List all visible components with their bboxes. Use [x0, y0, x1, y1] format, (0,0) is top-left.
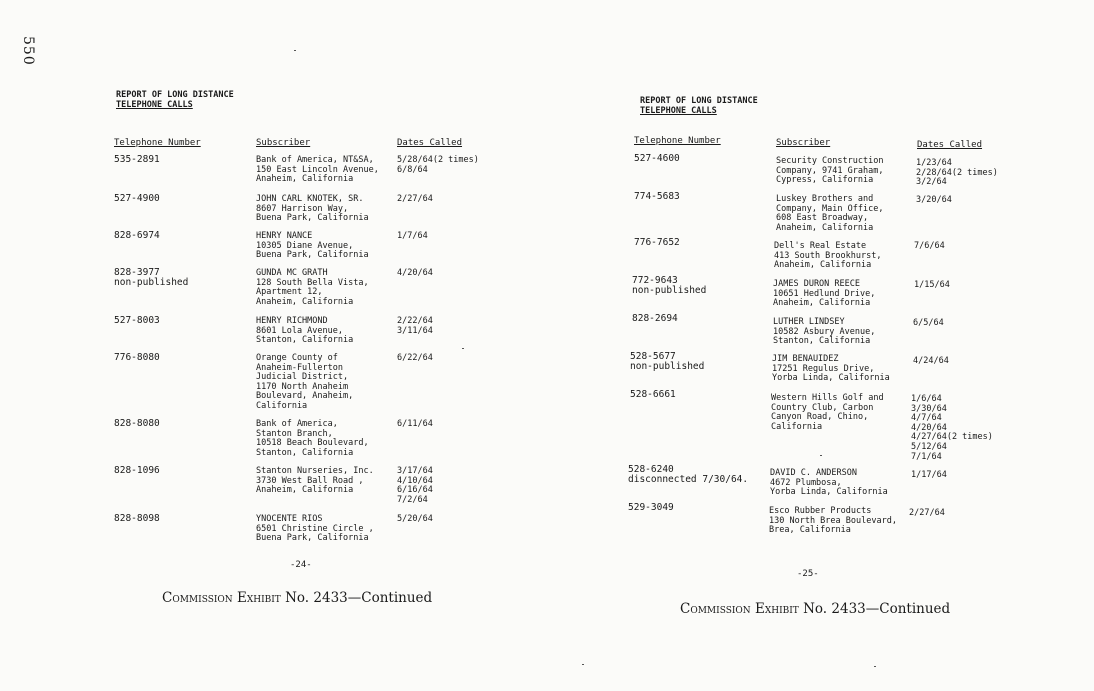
row-dates: 2/22/64 3/11/64: [397, 316, 433, 336]
report-title-line1: REPORT OF LONG DISTANCE: [116, 90, 234, 100]
row-phone: 535-2891: [114, 154, 160, 165]
report-title-line2: TELEPHONE CALLS: [640, 106, 717, 116]
column-header-phone: Telephone Number: [114, 138, 201, 148]
row-dates: 6/11/64: [397, 419, 433, 429]
column-header-subscriber: Subscriber: [776, 138, 831, 148]
row-subscriber: Bank of America, Stanton Branch, 10518 Beach Boulevard, Stanton, California: [256, 419, 369, 458]
row-dates: 3/20/64: [916, 195, 952, 205]
row-phone: 528-6240 disconnected 7/30/64.: [628, 464, 749, 485]
row-phone: 828-6974: [114, 230, 160, 241]
side-page-number: 550: [20, 36, 36, 66]
row-subscriber: LUTHER LINDSEY 10582 Asbury Avenue, Stanton, California: [773, 317, 876, 347]
row-subscriber: Luskey Brothers and Company, Main Office, 608 East Broadway, Anaheim, California: [776, 194, 884, 233]
row-dates: 7/6/64: [914, 241, 945, 251]
row-phone: 772-9643 non-published: [632, 275, 707, 296]
row-subscriber: Dell's Real Estate 413 South Brookhurst, Anaheim, California: [774, 241, 882, 271]
row-subscriber: YNOCENTE RIOS 6501 Christine Circle , Buena Park, California: [256, 514, 374, 544]
scan-speck: [462, 348, 464, 349]
report-title-line2: TELEPHONE CALLS: [116, 100, 193, 110]
row-dates: 6/22/64: [397, 353, 433, 363]
row-phone: 528-5677 non-published: [630, 351, 705, 372]
row-phone: 776-8080: [114, 352, 160, 363]
row-dates: 3/17/64 4/10/64 6/16/64 7/2/64: [397, 466, 433, 505]
row-subscriber: GUNDA MC GRATH 128 South Bella Vista, Apartment 12, Anaheim, California: [256, 268, 369, 307]
caption-exhibit: Commission Exhibit: [680, 601, 799, 617]
row-phone: 828-8098: [114, 513, 160, 524]
row-phone: 828-8080: [114, 418, 160, 429]
scan-speck: [294, 50, 296, 51]
row-dates: 4/20/64: [397, 268, 433, 278]
row-phone: 828-2694: [632, 313, 678, 324]
exhibit-caption: [162, 590, 432, 606]
scan-speck: [582, 664, 584, 665]
row-phone: 776-7652: [634, 237, 680, 248]
row-dates: 5/20/64: [397, 514, 433, 524]
row-phone: 774-5683: [634, 191, 680, 202]
row-subscriber: JIM BENAUIDEZ 17251 Regulus Drive, Yorba Linda, California: [772, 354, 890, 384]
row-dates: 6/5/64: [913, 318, 944, 328]
row-dates: 1/15/64: [914, 280, 950, 290]
row-subscriber: HENRY RICHMOND 8601 Lola Avenue, Stanton, California: [256, 316, 354, 346]
row-phone: 527-4900: [114, 193, 160, 204]
page-number: -25-: [797, 569, 819, 579]
row-phone: 828-1096: [114, 465, 160, 476]
caption-number: No. 2433—Continued: [285, 590, 433, 606]
row-subscriber: HENRY NANCE 10305 Diane Avenue, Buena Park, California: [256, 231, 369, 261]
row-dates: 1/7/64: [397, 231, 428, 241]
row-subscriber: Orange County of Anaheim-Fullerton Judicial District, 1170 North Anaheim Boulevard, Anaheim, California: [256, 353, 354, 411]
column-header-subscriber: Subscriber: [256, 138, 311, 148]
row-subscriber: Western Hills Golf and Country Club, Carbon Canyon Road, Chino, California: [771, 393, 884, 432]
row-phone: 528-6661: [630, 389, 676, 400]
row-dates: 2/27/64: [397, 194, 433, 204]
row-dates: 2/27/64: [909, 508, 945, 518]
row-dates: 4/24/64: [913, 356, 949, 366]
caption-exhibit: Commission Exhibit: [162, 590, 281, 606]
column-header-phone: Telephone Number: [634, 136, 721, 146]
report-title: [116, 90, 234, 110]
column-header-dates: Dates Called: [397, 138, 463, 148]
row-subscriber: Esco Rubber Products 130 North Brea Boulevard, Brea, California: [769, 506, 897, 536]
row-subscriber: DAVID C. ANDERSON 4672 Plumbosa, Yorba Linda, California: [770, 468, 888, 498]
scan-speck: [820, 455, 822, 456]
row-phone: 529-3049: [628, 502, 674, 513]
page-number: -24-: [290, 560, 312, 570]
row-subscriber: Bank of America, NT&SA, 150 East Lincoln Avenue, Anaheim, California: [256, 155, 379, 185]
row-dates: 1/6/64 3/30/64 4/7/64 4/20/64 4/27/64(2 times) 5/12/64 7/1/64: [911, 394, 993, 462]
row-dates: 1/23/64 2/28/64(2 times) 3/2/64: [916, 158, 998, 188]
caption-number: No. 2433—Continued: [803, 601, 951, 617]
exhibit-caption: [680, 601, 950, 617]
report-title-line1: REPORT OF LONG DISTANCE: [640, 96, 758, 106]
row-phone: 527-4600: [634, 153, 680, 164]
row-subscriber: JOHN CARL KNOTEK, SR. 8607 Harrison Way, Buena Park, California: [256, 194, 369, 224]
row-subscriber: Stanton Nurseries, Inc. 3730 West Ball Road , Anaheim, California: [256, 466, 374, 496]
report-title: [640, 96, 758, 116]
row-subscriber: JAMES DURON REECE 10651 Hedlund Drive, Anaheim, California: [773, 279, 876, 309]
row-dates: 1/17/64: [911, 470, 947, 480]
scan-speck: [874, 666, 876, 667]
row-dates: 5/28/64(2 times) 6/8/64: [397, 155, 479, 175]
row-phone: 527-8003: [114, 315, 160, 326]
right-page: [547, 0, 1094, 691]
column-header-dates: Dates Called: [917, 140, 983, 150]
row-phone: 828-3977 non-published: [114, 267, 189, 288]
row-subscriber: Security Construction Company, 9741 Graham, Cypress, California: [776, 156, 884, 186]
